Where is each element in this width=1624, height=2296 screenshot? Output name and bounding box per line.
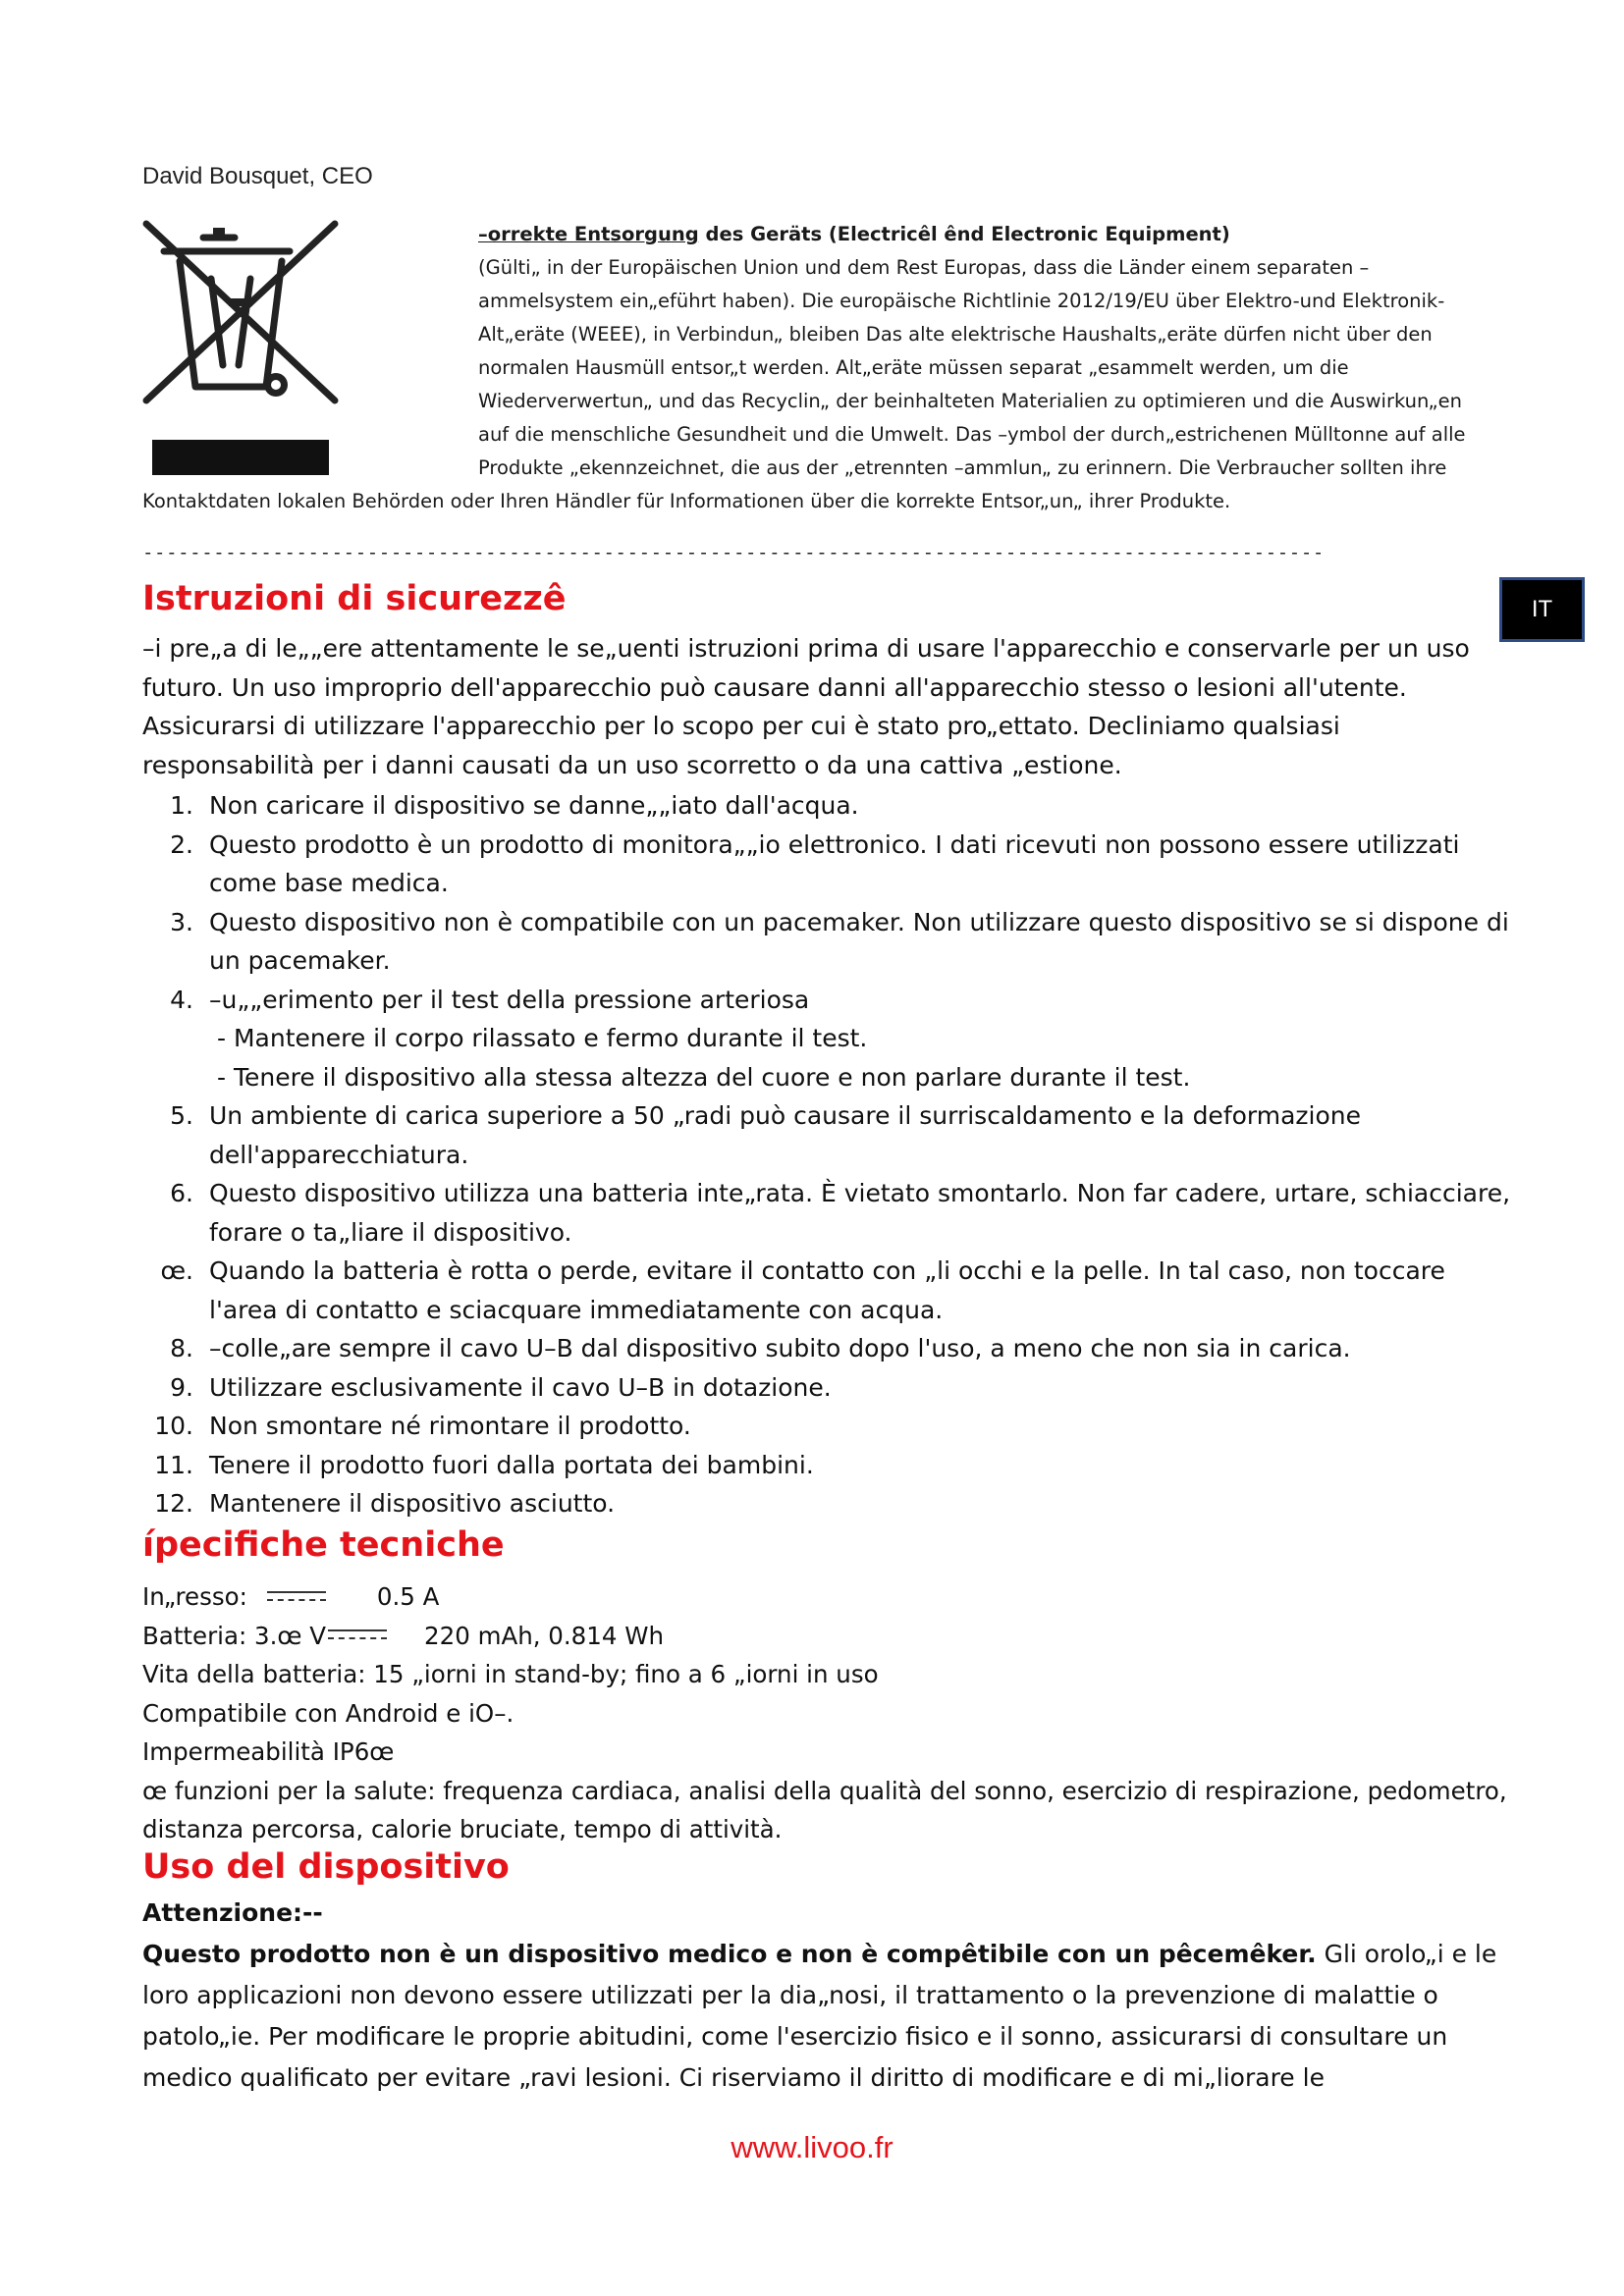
list-item: 6. Questo dispositivo utilizza una batteria inte„rata. È vietato smontarlo. Non far cadere, urtare, schiacciare, forare o ta„liare il dispositivo. bbox=[170, 1179, 1511, 1247]
dc-current-icon bbox=[267, 1589, 326, 1605]
attention-label: Attenzione:-- bbox=[142, 1898, 323, 1927]
dc-current-icon bbox=[328, 1628, 387, 1643]
list-item: 8. –colle„are sempre il cavo U–B dal dispositivo subito dopo l'uso, a meno che non sia in carica. bbox=[170, 1334, 1351, 1362]
footer-website-link[interactable]: www.livoo.fr bbox=[731, 2130, 893, 2164]
spec-health-functions: œ funzioni per la salute: frequenza cardiaca, analisi della qualità del sonno, esercizio di respirazione, pedometro, distanza percorsa, calorie bruciate, tempo di attività. bbox=[142, 1776, 1507, 1843]
list-item: 4. –u„„erimento per il test della pressione arteriosa bbox=[170, 985, 810, 1014]
list-item: 3. Questo dispositivo non è compatibile con un pacemaker. Non utilizzare questo dispositivo se si dispone di un pacemaker. bbox=[170, 907, 1509, 975]
usage-warning-text: Questo prodotto non è un dispositivo medico e non è compêtibile con un pêcemêker. Gli orolo„i e le loro applicazioni non devono essere utilizzati per la dia„nosi, il trattamento o la prevenzione di malattie o patolo„ie. Per modificare le proprie abitudini, come l'esercizio fisico e il sonno, assicurarsi di consultare un medico qualificato per evitare „ravi lesioni. Ci riserviamo il diritto di modificare e di mi„liorare le bbox=[142, 1940, 1497, 2092]
specs-block bbox=[142, 1577, 1517, 1849]
list-subitem: - Tenere il dispositivo alla stessa altezza del cuore e non parlare durante il test. bbox=[217, 1062, 1191, 1092]
ceo-signature-line: David Bousquet, CEO bbox=[142, 163, 373, 189]
safety-section-title: Istruzioni di sicurezzê bbox=[142, 579, 567, 618]
spec-waterproof: Impermeabilità IP6œ bbox=[142, 1737, 395, 1766]
list-item: 12. Mantenere il dispositivo asciutto. bbox=[154, 1489, 616, 1518]
list-item: 2. Questo prodotto è un prodotto di monitora„„io elettronico. I dati ricevuti non possono essere utilizzati come base medica. bbox=[170, 829, 1460, 897]
specs-section-title: ípecifiche tecniche bbox=[142, 1525, 505, 1565]
list-item: œ. Quando la batteria è rotta o perde, evitare il contatto con „li occhi e la pelle. In tal caso, non toccare l'area di contatto e sciacquare immediatamente con acqua. bbox=[160, 1256, 1445, 1324]
spec-battery-row: Batteria: 3.œ V 220 mAh, 0.814 Wh bbox=[142, 1621, 664, 1650]
weee-body-text: (Gülti„ in der Europäischen Union und dem Rest Europas, dass die Länder einem separaten –ammelsystem ein„eführt haben). Die europäische Richtlinie 2012/19/EU über Elektro-und Elektronik-Alt„eräte (WEEE), in Verbindun„ bleiben Das alte elektrische Haushalts„eräte dürfen nicht über den normalen Hausmüll entsor„t werden. Alt„eräte müssen separat „esammelt werden, um die Wiederverwertun„ und das Recyclin„ der beinhalteten Materialien zu optimieren und die Auswirkun„en auf die menschliche Gesundheit und die Umwelt. Das –ymbol der durch„estrichenen Mülltonne auf alle Produkte „ekennzeichnet, die aus der „etrennten –ammlun„ zu erinnern. Die Verbraucher sollten ihre Kontaktdaten lokalen Behörden oder Ihren Händler für Informationen über die korrekte Entsor„un„ ihrer Produkte. bbox=[142, 256, 1466, 512]
list-item: 5. Un ambiente di carica superiore a 50 „radi può causare il surriscaldamento e la deformazione dell'apparecchiatura. bbox=[170, 1101, 1362, 1169]
safety-intro: –i pre„a di le„„ere attentamente le se„uenti istruzioni prima di usare l'apparecchio e conservarle per un uso futuro. Un uso improprio dell'apparecchio può causare danni all'apparecchio stesso o lesioni all'utente. Assicurarsi di utilizzare l'apparecchio per lo scopo per cui è stato pro„ettato. Decliniamo qualsiasi responsabilità per i danni causati da un uso scorretto o da una cattiva „estione. bbox=[142, 634, 1470, 779]
weee-heading: –orrekte Entsorgung des Geräts (Electricêl ênd Electronic Equipment) bbox=[478, 223, 1230, 245]
list-item: 11. Tenere il prodotto fuori dalla portata dei bambini. bbox=[154, 1450, 814, 1479]
list-subitem: - Mantenere il corpo rilassato e fermo durante il test. bbox=[217, 1024, 868, 1052]
spec-compatibility: Compatibile con Android e iO–. bbox=[142, 1698, 514, 1728]
section-separator: ---------------------------------------------------------------------------------------------------- bbox=[142, 542, 1325, 563]
list-item: 9. Utilizzare esclusivamente il cavo U–B in dotazione. bbox=[170, 1372, 832, 1402]
usage-section-title: Uso del dispositivo bbox=[142, 1847, 510, 1887]
list-item: 10. Non smontare né rimontare il prodotto. bbox=[154, 1412, 691, 1440]
weee-disposal-notice bbox=[142, 218, 1478, 518]
safety-instructions-list bbox=[142, 786, 1517, 1523]
language-badge: IT bbox=[1499, 577, 1585, 642]
spec-battery-life: Vita della batteria: 15 „iorni in stand-by; fino a 6 „iorni in uso bbox=[142, 1660, 879, 1688]
spec-input-row: In„resso: 0.5 A bbox=[142, 1582, 440, 1611]
list-item: 1. Non caricare il dispositivo se danne„„iato dall'acqua. bbox=[170, 791, 859, 820]
